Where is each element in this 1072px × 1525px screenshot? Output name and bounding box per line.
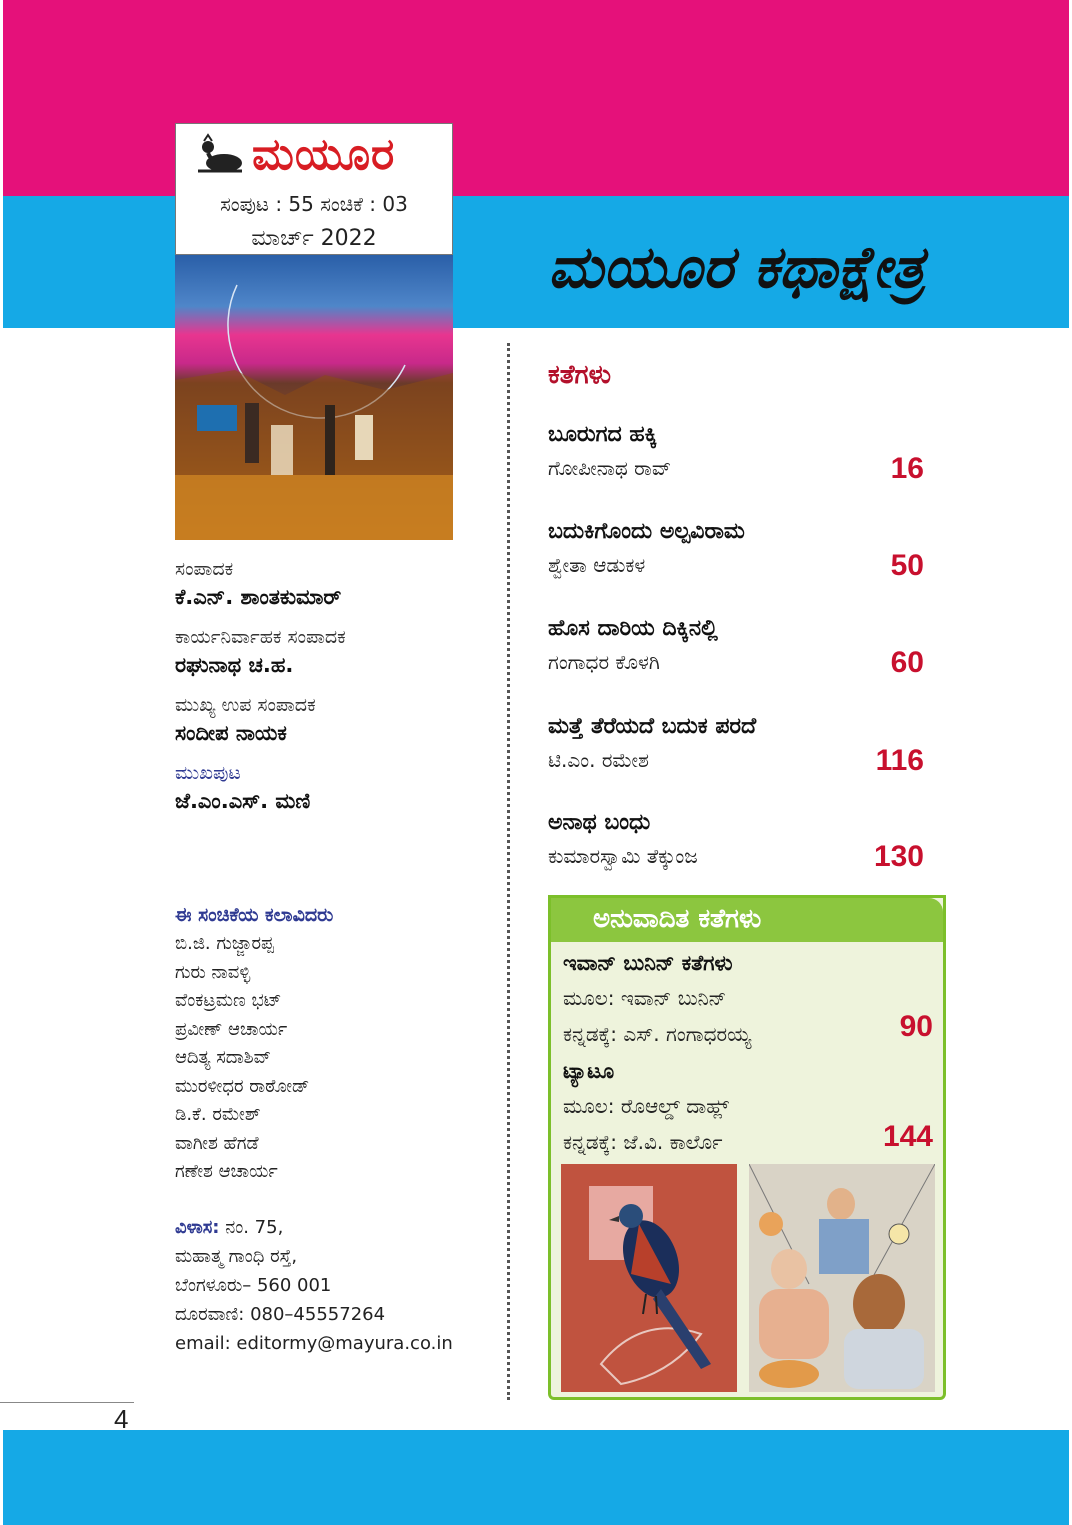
credit-editor [175,556,495,612]
tattoo-parlor-illustration [749,1164,935,1392]
translated-stories-box [548,895,946,1400]
credit-role: ಸಂಪಾದಕ [175,558,234,580]
address-line-2: ಮಹಾತ್ಮ ಗಾಂಧಿ ರಸ್ತೆ, [175,1246,298,1267]
story-author: ಕುಮಾರಸ್ವಾಮಿ ತೆಕ್ಕುಂಜ [548,844,698,868]
story-page-number: 116 [875,744,924,777]
translated-title: ಟ್ಯಾಟೂ [563,1059,615,1083]
story-page-number: 16 [890,452,924,485]
story-title: ಬದುಕಿಗೊಂದು ಅಲ್ಪವಿರಾಮ [548,519,745,544]
toc-entry[interactable] [548,612,938,678]
story-title: ಮತ್ತೆ ತೆರೆಯದೆ ಬದುಕ ಪರದೆ [548,714,757,739]
story-title: ಬೂರುಗದ ಹಕ್ಕಿ [548,422,657,447]
story-title: ಹೊಸ ದಾರಿಯ ದಿಕ್ಕಿನಲ್ಲಿ [548,616,718,641]
logo [194,130,395,180]
section-title: ಮಯೂರ ಕಥಾಕ್ಷೇತ್ರ [548,233,925,301]
story-author: ಶ್ವೇತಾ ಆಡುಕಳ [548,553,646,577]
translated-translator: ಕನ್ನಡಕ್ಕೆ: ಎಸ್. ಗಂಗಾಧರಯ್ಯ [563,1022,752,1046]
page-number-rule [0,1402,134,1403]
translated-title: ಇವಾನ್ ಬುನಿನ್ ಕತೆಗಳು [563,951,733,975]
story-author: ಗೋಪೀನಾಥ ರಾವ್ [548,456,672,480]
cover-painting [175,255,453,540]
page-number: 4 [114,1404,129,1434]
translated-heading: ಅನುವಾದಿತ ಕತೆಗಳು [593,904,762,934]
artist-name: ಪ್ರವೀಣ್ ಆಚಾರ್ಯ [175,1018,288,1040]
address-street-number: ನಂ. 75, [225,1217,284,1238]
translated-entry[interactable] [563,1054,923,1160]
credit-executive-editor [175,624,495,680]
address-email[interactable]: email: editormy@mayura.co.in [175,1333,453,1354]
address-block [175,1213,495,1358]
artist-name: ಬಿ.ಜಿ. ಗುಜ್ಜಾರಪ್ಪ [175,933,274,954]
credit-name: ರಘುನಾಥ ಚ.ಹ. [175,653,294,677]
credit-cover [175,760,495,816]
top-pink-band [3,0,1069,196]
toc-entry[interactable] [548,515,938,581]
credit-name: ಸಂದೀಪ ನಾಯಕ [175,721,287,745]
toc-heading: ಕತೆಗಳು [548,360,611,390]
bottom-blue-band [3,1430,1069,1525]
artist-name: ವೆಂಕಟ್ರಮಣ ಭಟ್ [175,990,282,1011]
translated-original-author: ಮೂಲ: ರೊಆಲ್ಡ್ ದಾಹ್ಲ್ [563,1094,729,1118]
credits-block [175,556,495,816]
artists-title: ಈ ಸಂಚಿಕೆಯ ಕಲಾವಿದರು [175,904,334,926]
story-page-number: 50 [890,549,924,582]
credit-role: ಮುಖ್ಯ ಉಪ ಸಂಪಾದಕ [175,694,316,716]
translated-page-number: 90 [899,1010,933,1043]
issue-date: ಮಾರ್ಚ್ 2022 [251,226,377,251]
bird-illustration [561,1164,737,1392]
credit-role: ಮುಖಪುಟ [175,762,241,784]
translated-entry[interactable] [563,946,923,1052]
artist-name: ಆದಿತ್ಯ ಸದಾಶಿವ್ [175,1047,272,1068]
artist-name: ಮುರಳೀಧರ ರಾಠೋಡ್ [175,1075,310,1097]
address-line-1 [175,1213,495,1242]
story-title: ಅನಾಥ ಬಂಧು [548,810,651,835]
peacock-emblem-icon [194,133,246,177]
toc-entry[interactable] [548,710,938,776]
credit-chief-sub-editor [175,692,495,748]
address-line-3: ಬೆಂಗಳೂರು– 560 001 [175,1275,332,1296]
artists-block [175,900,495,1187]
story-page-number: 130 [873,840,924,873]
address-label: ವಿಳಾಸ: [175,1217,220,1238]
column-divider [507,343,510,1400]
address-phone: ದೂರವಾಣಿ: 080–45557264 [175,1304,386,1325]
toc-entry[interactable] [548,806,938,872]
artist-name: ವಾಗೀಶ ಹೆಗಡೆ [175,1132,259,1154]
translated-header [551,898,943,942]
artist-name: ಗುರು ನಾವಳ್ಳಿ [175,961,251,983]
translated-original-author: ಮೂಲ: ಇವಾನ್ ಬುನಿನ್ [563,986,727,1010]
translated-translator: ಕನ್ನಡಕ್ಕೆ: ಜೆ.ವಿ. ಕಾರ್ಲೊ [563,1130,723,1154]
issue-volume: ಸಂಪುಟ : 55 ಸಂಚಿಕೆ : 03 [220,192,408,216]
logo-text: ಮಯೂರ [252,129,396,180]
story-author: ಗಂಗಾಧರ ಕೊಳಗಿ [548,650,660,674]
story-author: ಟಿ.ಎಂ. ರಮೇಶ [548,748,649,772]
artist-name: ಡಿ.ಕೆ. ರಮೇಶ್ [175,1104,261,1125]
artist-name: ಗಣೇಶ ಆಚಾರ್ಯ [175,1161,278,1182]
toc-entry[interactable] [548,418,938,484]
credit-role: ಕಾರ್ಯನಿರ್ವಾಹಕ ಸಂಪಾದಕ [175,626,346,648]
translated-page-number: 144 [882,1120,933,1153]
credit-name: ಕೆ.ಎನ್. ಶಾಂತಕುಮಾರ್ [175,585,342,609]
masthead [175,123,453,255]
story-page-number: 60 [890,646,924,679]
credit-name: ಜೆ.ಎಂ.ಎಸ್. ಮಣಿ [175,789,311,813]
